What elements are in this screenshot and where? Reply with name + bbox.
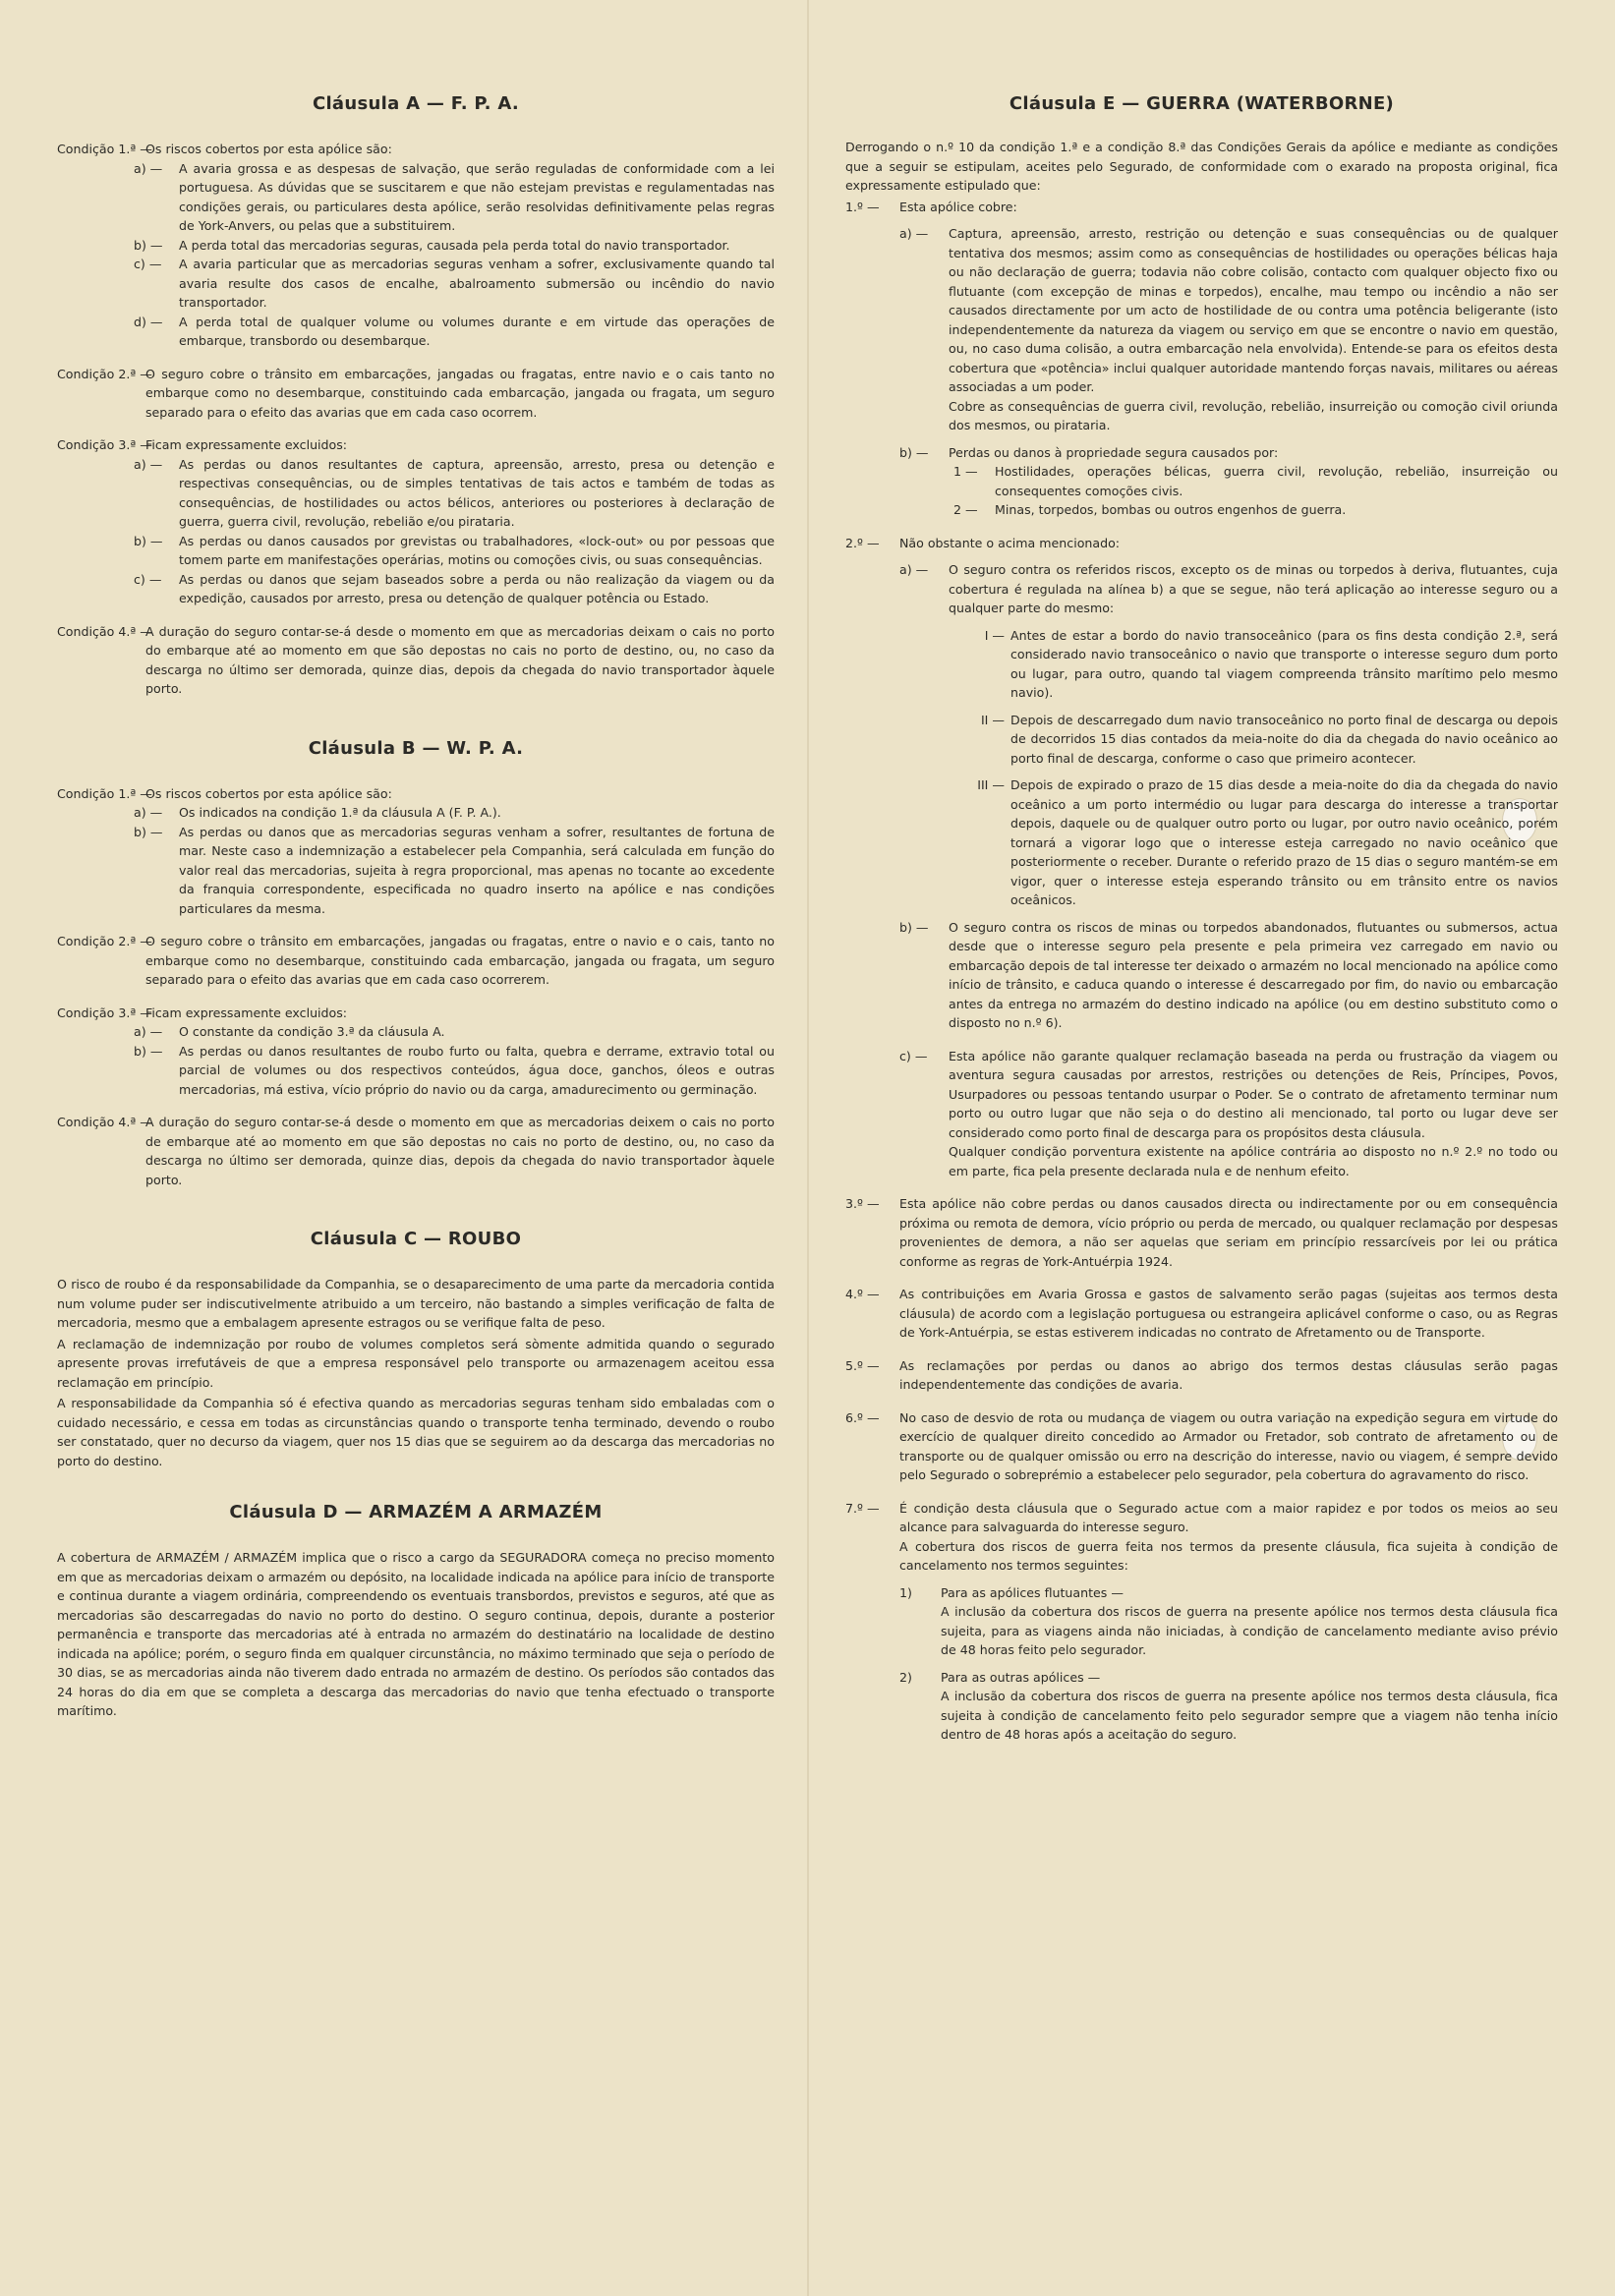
left-column xyxy=(57,93,775,1723)
clause-b-c3-item-b: b) — As perdas ou danos resultantes de roubo furto ou falta, quebra e derrame, extravio total ou parcial de volumes ou dos respectivos conteúdos, água doce, ganchos, óleos e outras mercadorias, má estiva, vício próprio do navio ou da carga, amadurecimento ou germinação. xyxy=(134,1043,775,1097)
clause-b-condition-3: Condição 3.ª — Ficam expressamente excluidos: xyxy=(57,1004,348,1020)
clause-e-intro: Derrogando o n.º 10 da condição 1.ª e a condição 8.ª das Condições Gerais da apólice e mediante as condições que a seguir se estipulam, aceites pelo Segurado, de conformidade com o exarado na proposta original, fica expressamente estipulado que: xyxy=(845,140,1558,193)
clause-e-item-7: 7.º — É condição desta cláusula que o Segurado actue com a maior rapidez e por todos os meios ao seu alcance para salvaguarda do interesse seguro. A cobertura dos riscos de guerra feita nos termos da presente cláusula, fica sujeita à condição de cancelamento nos termos seguintes: xyxy=(845,1500,1558,1573)
clause-c-paragraph: A responsabilidade da Companhia só é efectiva quando as mercadorias seguras tenham sido embaladas com o cuidado necessário, e cessa em todas as circunstâncias quando o transporte tenha terminado, devendo o roubo ser constatado, quer no decurso da viagem, quer nos 15 dias que se seguirem ao da descarga das mercadorias no porto do destino. xyxy=(57,1396,775,1468)
clause-e-2-a-III: III — Depois de expirado o prazo de 15 dias desde a meia-noite do dia da chegada do navio oceânico a um porto intermédio ou lugar para descarga do interesse a transportar depois, daquele ou de qualquer outro porto ou lugar, por outro navio oceânico, porém tornará a vigorar logo que o interesse esteja carregado no navio oceânico que posteriormente o receber. Durante o referido prazo de 15 dias o seguro mantém-se em vigor, quer o interesse esteja esperando trânsito ou em trânsito entre os navios oceânicos. xyxy=(977,777,1558,907)
clause-a-condition-3: Condição 3.ª — Ficam expressamente excluidos: xyxy=(57,437,348,452)
clause-b-condition-2: Condição 2.ª — O seguro cobre o trânsito em embarcações, jangadas ou fragatas, entre o navio e o cais, tanto no embarque como no desembarque, constituindo cada embarcação, jangada ou fragata, um seguro separado para o efeito das avarias que em cada caso ocorrerem. xyxy=(57,934,775,987)
clause-c-title: Cláusula C — ROUBO xyxy=(310,1229,522,1249)
clause-e-item-6: 6.º — No caso de desvio de rota ou mudança de viagem ou outra variação na expedição segura em virtude do exercício de qualquer direito concedido ao Armador ou Fretador, sob contrato de afretamento ou de transporte ou de qualquer omissão ou erro na descrição do interesse, navio ou viagem, é sempre devido pelo Segurado o sobreprémio a estabelecer pelo segurador, pela cobertura do agravamento do risco. xyxy=(845,1409,1558,1482)
clause-b-condition-1: Condição 1.ª — Os riscos cobertos por esta apólice são: xyxy=(57,785,392,801)
clause-a-condition-1: Condição 1.ª — Os riscos cobertos por esta apólice são: xyxy=(57,142,392,156)
clause-e-2-a: a) — O seguro contra os referidos riscos, excepto os de minas ou torpedos à deriva, flutuantes, cuja cobertura é regulada na alínea b) a que se segue, não terá aplicação ao interesse seguro ou a qualquer parte do mesmo: xyxy=(899,562,1558,615)
clause-d-title: Cláusula D — ARMAZÉM A ARMAZÉM xyxy=(229,1502,603,1522)
clause-a-condition-4: Condição 4.ª — A duração do seguro contar-se-á desde o momento em que as mercadorias deixam o cais no porto do embarque até ao momento em que são depostas no cais no porto de destino, ou, no caso da descarga no último ser demorada, quinze dias, depois da chegada do navio transportador àquele porto. xyxy=(57,623,775,696)
clause-a-c3-item-b: b) — As perdas ou danos causados por grevistas ou trabalhadores, «lock-out» ou por pessoas que tomem parte em manifestações operárias, motins ou comoções civis, ou suas consequências. xyxy=(134,533,775,567)
clause-a-condition-2: Condição 2.ª — O seguro cobre o trânsito em embarcações, jangadas ou fragatas, entre navio e o cais tanto no embarque como no desembarque, constituindo cada embarcação, jangada ou fragata, um seguro separado para o efeito das avarias que em cada caso ocorrem. xyxy=(57,366,775,420)
clause-b-c1-item-a: a) — Os indicados na condição 1.ª da cláusula A (F. P. A.). xyxy=(134,805,501,820)
clause-b-c3-item-a: a) — O constante da condição 3.ª da cláusula A. xyxy=(134,1024,445,1039)
clause-e-item-2: 2.º — Não obstante o acima mencionado: xyxy=(845,535,1121,550)
clause-c-paragraph: A reclamação de indemnização por roubo de volumes completos será sòmente admitida quando o segurado apresente provas irrefutáveis de que a empresa responsável pelo transporte ou armazenagem aceitou essa reclamação em princípio. xyxy=(57,1336,775,1390)
clause-e-2-c: c) — Esta apólice não garante qualquer reclamação baseada na perda ou frustração da viagem ou aventura segura causadas por arrestos, restrições ou detenções de Reis, Príncipes, Povos, Usurpadores ou pessoas tentando usurpar o Poder. Se o contrato de afretamento terminar num porto ou outro lugar que não seja o do destino ali mencionado, tal porto ou lugar deve ser considerado como porto final de descarga para os propósitos desta cláusula. Qualquer condição porventura existente na apólice contrária ao disposto no n.º 2.º no todo ou em parte, fica pela presente declarada nula e de nenhum efeito. xyxy=(899,1048,1558,1178)
clause-a-c3-item-a: a) — As perdas ou danos resultantes de captura, apreensão, arresto, presa ou detenção e respectivas consequências, ou de simples tentativas de tais actos e também de todas as consequências, de hostilidades ou actos bélicos, anteriores ou posteriores à declaração de guerra, guerra civil, revolução, rebelião e/ou pirataria. xyxy=(134,456,775,529)
clause-e-2-a-I: I — Antes de estar a bordo do navio transoceânico (para os fins desta condição 2.ª, será considerado navio transoceânico o navio que transporte o interesse seguro dum porto ou lugar, para outro, quando tal viagem compreenda trânsito marítimo pelo mesmo navio). xyxy=(984,627,1558,700)
clause-b-title: Cláusula B — W. P. A. xyxy=(308,737,524,759)
clause-e-item-3: 3.º — Esta apólice não cobre perdas ou danos causados directa ou indirectamente por ou em consequência próxima ou remota de demora, vício próprio ou perda de mercado, ou qualquer reclamação por despesas provenientes de demora, a não ser aquelas que seriam em princípio ressarcíveis por lei ou prática conforme as regras de York-Antuérpia 1924. xyxy=(845,1196,1558,1269)
clause-e-7-2: 2) Para as outras apólices — A inclusão da cobertura dos riscos de guerra na presente apólice nos termos desta cláusula, fica sujeita à condição de cancelamento feito pelo segurador sempre que a viagem não tenha início dentro de 48 horas após a aceitação do seguro. xyxy=(899,1669,1558,1742)
right-column xyxy=(845,93,1558,1745)
clause-d-paragraph: A cobertura de ARMAZÉM / ARMAZÉM implica que o risco a cargo da SEGURADORA começa no preciso momento em que as mercadorias deixam o armazém ou depósito, na localidade indicada na apólice para início de transporte e continua durante a viagem ordinária, compreendendo os eventuais transbordos, previstos e seguros, até que as mercadorias são descarregadas do navio no porto do destino. O seguro continua, depois, durante a posterior permanência e transporte das mercadorias até à entrada no armazém do destinatário na localidade de destino indicada na apólice; porém, o seguro finda em qualquer circunstância, no máximo terminado que seja o período de 30 dias, se as mercadorias ainda não tiverem dado entrada no armazém de destino. Os períodos são contados das 24 horas do dia em que se completa a descarga das mercadorias do navio que tenha efectuado o transporte marítimo. xyxy=(57,1550,775,1718)
clause-b-c1-item-b: b) — As perdas ou danos que as mercadorias seguras venham a sofrer, resultantes de fortuna de mar. Neste caso a indemnização a estabelecer pela Companhia, será calculada em função do valor real das mercadorias, sujeita à regra proporcional, mas apenas no tocante ao excedente da franquia correspondente, especificada no quadro inserto na apólice e nas condições particulares da mesma. xyxy=(134,824,775,916)
clause-a-c1-item-a: a) — A avaria grossa e as despesas de salvação, que serão reguladas de conformidade com a lei portuguesa. As dúvidas que se suscitarem e que não estejam previstas e regulamentadas nas condições gerais, ou particulares desta apólice, serão resolvidas definitivamente pelas regras de York-Anvers, ou pelas que a substituirem. xyxy=(134,160,775,233)
clause-e-item-5: 5.º — As reclamações por perdas ou danos ao abrigo dos termos destas cláusulas serão pagas independentemente das condições de avaria. xyxy=(845,1357,1558,1392)
clause-a-c3-item-c: c) — As perdas ou danos que sejam baseados sobre a perda ou não realização da viagem ou da expedição, causados por arresto, presa ou detenção de qualquer potência ou Estado. xyxy=(134,571,775,605)
clause-a-c1-item-c: c) — A avaria particular que as mercadorias seguras venham a sofrer, exclusivamente quando tal avaria resulte dos casos de encalhe, abalroamento submersão ou incêndio do navio transportador. xyxy=(134,257,775,310)
clause-c-paragraph: O risco de roubo é da responsabilidade da Companhia, se o desaparecimento de uma parte da mercadoria contida num volume puder ser indiscutivelmente atribuido a um terceiro, não bastando a simples verificação de falta de mercadoria, mesmo que a embalagem apresente estragos ou se verifique falta de peso. xyxy=(57,1277,775,1330)
clause-a-title: Cláusula A — F. P. A. xyxy=(312,93,520,114)
clause-e-item-4: 4.º — As contribuições em Avaria Grossa e gastos de salvamento serão pagas (sujeitas aos termos desta cláusula) de acordo com a legislação portuguesa ou estrangeira aplicável conforme o caso, ou as Regras de York-Antuérpia, se estas estiverem indicadas no contrato de Afretamento ou de Transporte. xyxy=(845,1287,1558,1340)
clause-e-title: Cláusula E — GUERRA (WATERBORNE) xyxy=(1009,93,1395,114)
clause-e-1-a: a) — Captura, apreensão, arresto, restrição ou detenção e suas consequências ou de qualquer tentativa dos mesmos; assim como as consequências de hostilidades ou operações bélicas haja ou não declaração de guerra; todavia não cobre colisão, contacto com qualquer objecto fixo ou flutuante (com excepção de minas e torpedos), encalhe, mau tempo ou incêndio a não ser causados directamente por um acto de hostilidade de ou contra uma potência beligerante (isto independentemente da natureza da viagem ou serviço em que se encontre o navio em questão, ou, no caso duma colisão, a outra embarcação nela envolvida). Entende-se para os efeitos desta cobertura que «potência» inclui qualquer autoridade mantendo forças navais, militares ou aéreas associadas a um poder. Cobre as consequências de guerra civil, revolução, rebelião, insurreição ou comoção civil oriunda dos mesmos, ou pirataria. xyxy=(899,226,1558,432)
clause-e-1-b: b) — Perdas ou danos à propriedade segura causados por: xyxy=(899,444,1279,460)
clause-e-1-b-1: 1 — Hostilidades, operações bélicas, guerra civil, revolução, rebelião, insurreição ou consequentes comoções civis. xyxy=(953,464,1558,498)
clause-e-7-1: 1) Para as apólices flutuantes — A inclusão da cobertura dos riscos de guerra na presente apólice nos termos desta cláusula fica sujeita, para as viagens ainda não iniciadas, à condição de cancelamento mediante aviso prévio de 48 horas feito pelo segurador. xyxy=(899,1584,1558,1657)
clause-b-condition-4: Condição 4.ª — A duração do seguro contar-se-á desde o momento em que as mercadorias deixem o cais no porto de embarque até ao momento em que são depostas no cais no porto de destino, ou, no caso da descarga no último ser demorada, quinze dias, depois da chegada do navio transportador àquele porto. xyxy=(57,1115,775,1187)
clause-e-2-b: b) — O seguro contra os riscos de minas ou torpedos abandonados, flutuantes ou submersos, actua desde que o interesse seguro pela presente e pela primeira vez carregado em navio ou embarcação depois de tal interesse ter deixado o armazém no local mencionado na apólice como início de trânsito, e caduca quando o interesse é descarregado por fim, do navio ou embarcação antes da entrega no armazém do destino indicado na apólice (ou em destino substituto como o disposto no n.º 6). xyxy=(899,919,1558,1030)
clause-e-1-b-2: 2 — Minas, torpedos, bombas ou outros engenhos de guerra. xyxy=(953,502,1347,517)
clause-a-c1-item-d: d) — A perda total de qualquer volume ou volumes durante e em virtude das operações de embarque, transbordo ou desembarque. xyxy=(134,314,775,348)
clause-e-2-a-II: II — Depois de descarregado dum navio transoceânico no porto final de descarga ou depois de decorridos 15 dias contados da meia-noite do dia da chegada do navio oceânico ao porto final de descarga, conforme o caso que primeiro acontecer. xyxy=(980,712,1558,766)
page-fold xyxy=(807,0,809,2296)
clause-a-c1-item-b: b) — A perda total das mercadorias seguras, causada pela perda total do navio transportador. xyxy=(134,237,730,253)
clause-e-item-1: 1.º — Esta apólice cobre: xyxy=(845,199,1017,214)
